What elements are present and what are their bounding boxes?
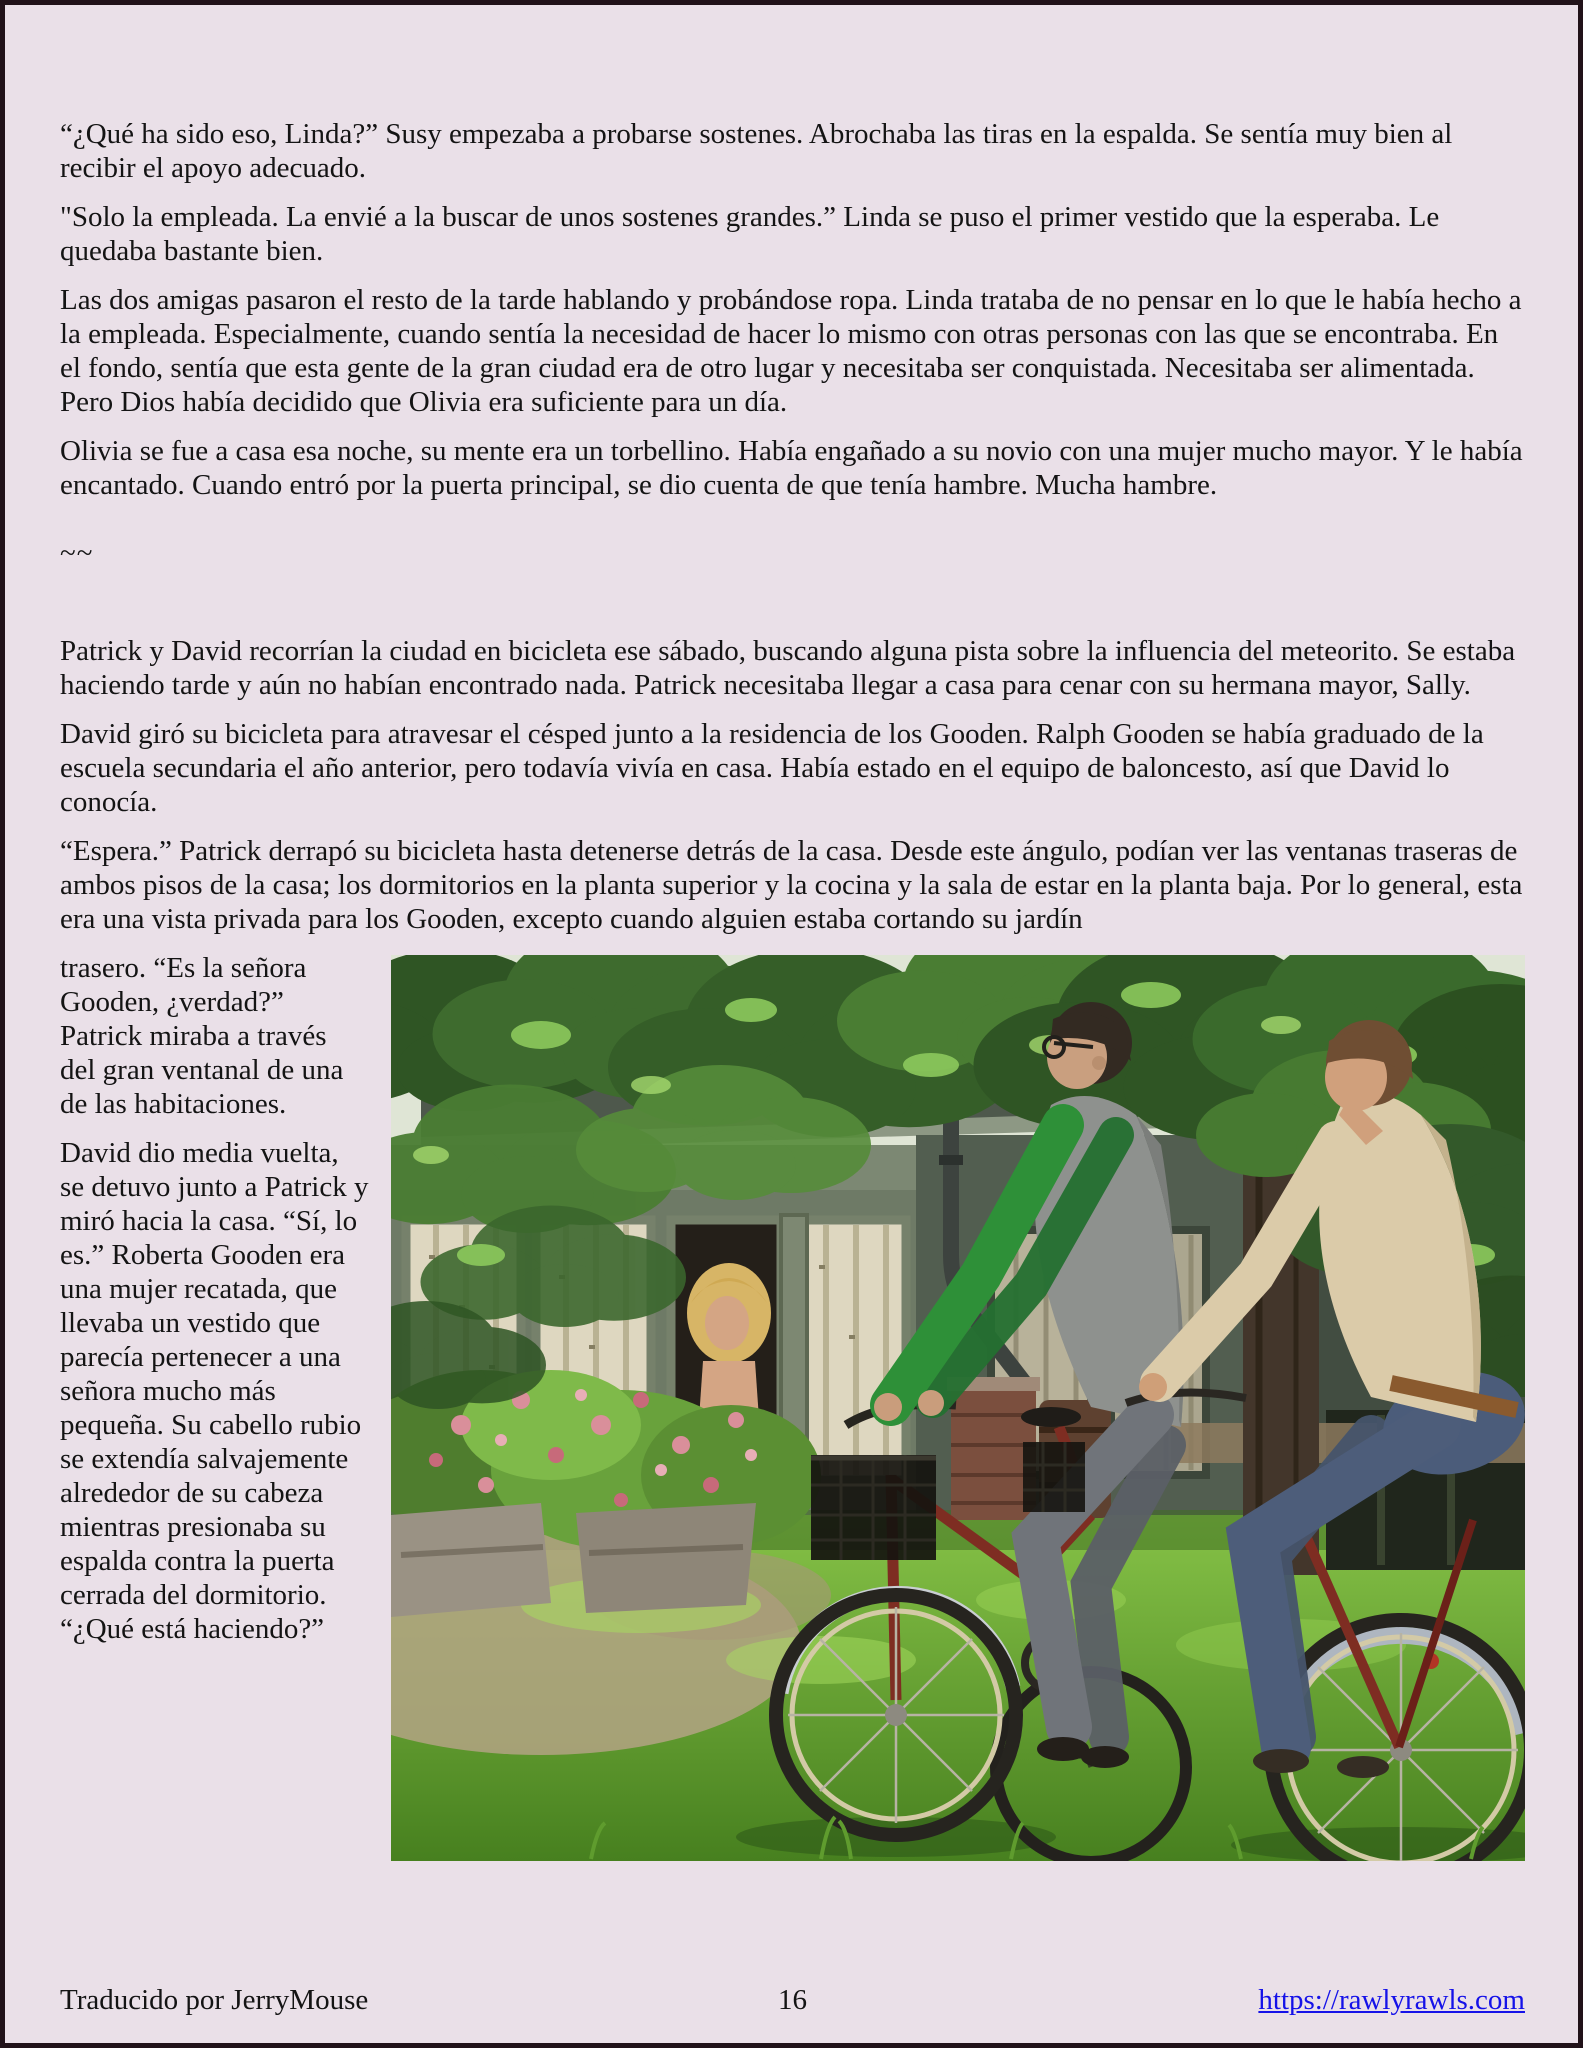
story-paragraph: trasero. “Es la señora Gooden, ¿verdad?” Patrick miraba a través del gran ventanal de una de las habitaciones.: [60, 952, 344, 1120]
image-text-wrap: [60, 951, 1525, 1871]
page-footer: [60, 1983, 1525, 2017]
story-paragraph: Olivia se fue a casa esa noche, su mente era un torbellino. Había engañado a su novio con una mujer mucho mayor. Y le había encantado. Cuando entró por la puerta principal, se dio cuenta de que tenía hambre. Mucha hambre.: [60, 435, 1523, 501]
story-illustration: [391, 955, 1525, 1861]
story-paragraph: Patrick y David recorrían la ciudad en bicicleta ese sábado, buscando alguna pista sobre la influencia del meteorito. Se estaba haciendo tarde y aún no habían encontrado nada. Patrick necesitaba llegar a casa para cenar con su hermana mayor, Sally.: [60, 635, 1516, 701]
story-paragraph: "Solo la empleada. La envié a la buscar de unos sostenes grandes.” Linda se puso el primer vestido que la esperaba. Le quedaba bastante bien.: [60, 201, 1440, 267]
page-number: 16: [777, 1984, 807, 2016]
story-paragraph: David giró su bicicleta para atravesar el césped junto a la residencia de los Gooden. Ralph Gooden se había graduado de la escuela secundaria el año anterior, pero todavía vivía en casa. Había estado en el equipo de baloncesto, así que David lo conocía.: [60, 718, 1484, 818]
story-paragraph: Las dos amigas pasaron el resto de la tarde hablando y probándose ropa. Linda trataba de no pensar en lo que le había hecho a la empleada. Especialmente, cuando sentía la necesidad de hacer lo mismo con otras personas con las que se encontraba. En el fondo, sentía que esta gente de la gran ciudad era de otro lugar y necesitaba ser conquistada. Necesitaba ser alimentada. Pero Dios había decidido que Olivia era suficiente para un día.: [60, 284, 1522, 418]
story-paragraph: David dio media vuelta, se detuvo junto a Patrick y miró hacia la casa. “Sí, lo es.” Roberta Gooden era una mujer recatada, que llevaba un vestido que parecía pertenecer a una señora mucho más pequeña. Su cabello rubio se extendía salvajemente alrededor de su cabeza mientras presionaba su espalda contra la puerta cerrada del dormitorio. “¿Qué está haciendo?”: [60, 1137, 369, 1645]
story-paragraph: “¿Qué ha sido eso, Linda?” Susy empezaba a probarse sostenes. Abrochaba las tiras en la espalda. Se sentía muy bien al recibir el apoyo adecuado.: [60, 118, 1453, 184]
scene-divider: ~~: [60, 537, 94, 569]
translator-credit: Traducido por JerryMouse: [60, 1984, 369, 2016]
story-paragraph: “Espera.” Patrick derrapó su bicicleta hasta detenerse detrás de la casa. Desde este ángulo, podían ver las ventanas traseras de ambos pisos de la casa; los dormitorios en la planta superior y la cocina y la sala de estar en la planta baja. Por lo general, esta era una vista privada para los Gooden, excepto cuando alguien estaba cortando su jardín: [60, 835, 1523, 935]
site-link[interactable]: https://rawlyrawls.com: [1258, 1984, 1525, 2016]
